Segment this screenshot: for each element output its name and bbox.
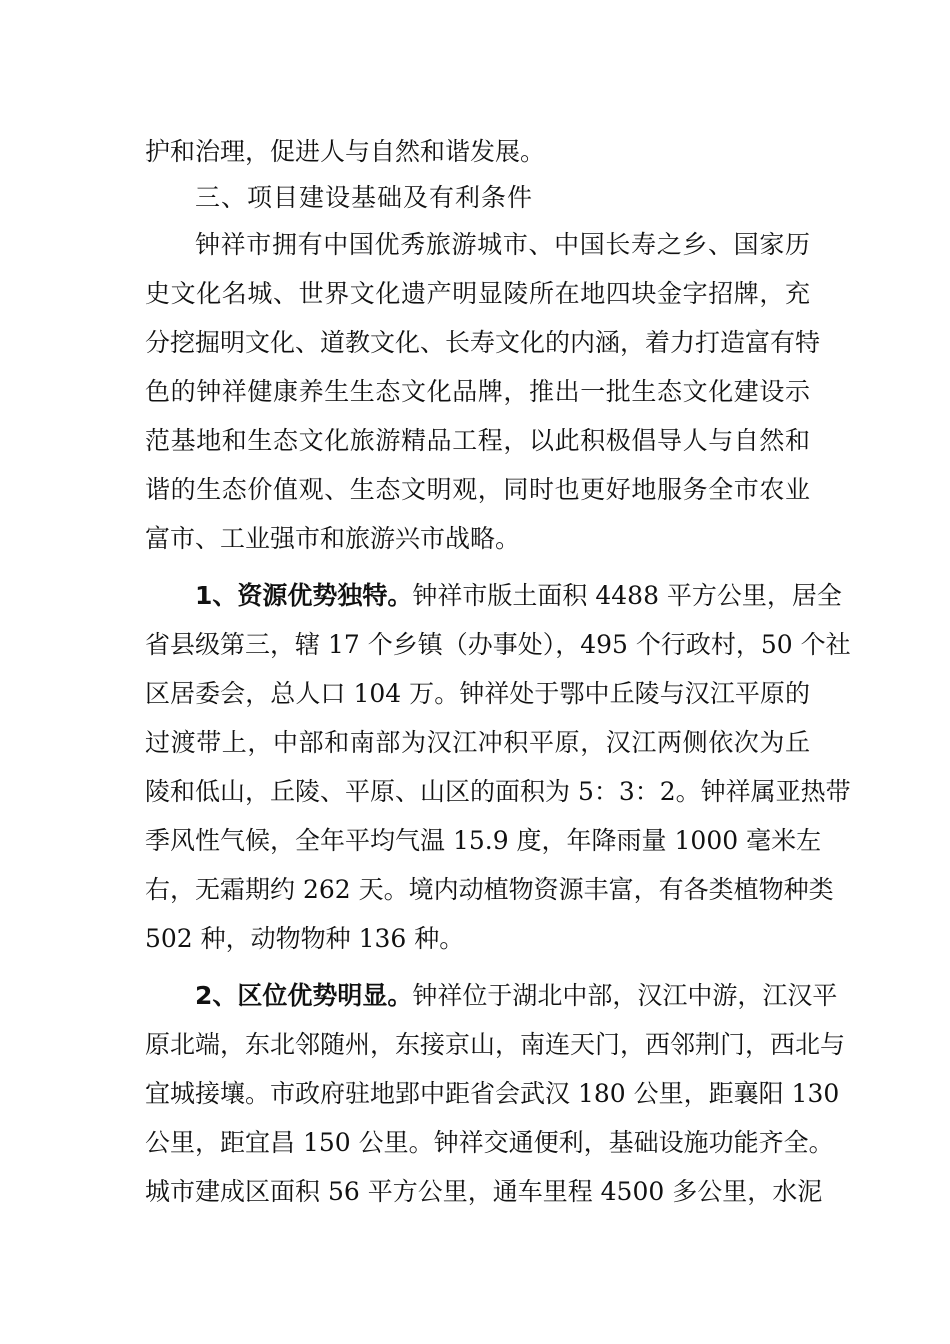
paragraph-line: 范基地和生态文化旅游精品工程，以此积极倡导人与自然和: [145, 426, 810, 455]
paragraph-line: 谐的生态价值观、生态文明观，同时也更好地服务全市农业: [145, 475, 810, 504]
paragraph-line: 护和治理，促进人与自然和谐发展。: [145, 137, 546, 166]
paragraph-line: 502 种，动物物种 136 种。: [145, 924, 465, 953]
paragraph-line: 区居委会，总人口 104 万。钟祥处于鄂中丘陵与汉江平原的: [145, 679, 810, 708]
paragraph-line: [195, 980, 838, 1012]
point-text: 钟祥市版土面积 4488 平方公里，居全: [412, 581, 842, 610]
point-title: 2、区位优势明显。: [195, 981, 413, 1010]
paragraph-line: 过渡带上，中部和南部为汉江冲积平原，汉江两侧依次为丘: [145, 728, 810, 757]
paragraph-line: 分挖掘明文化、道教文化、长寿文化的内涵，着力打造富有特: [145, 328, 821, 357]
paragraph-line: 钟祥市拥有中国优秀旅游城市、中国长寿之乡、国家历: [195, 230, 810, 259]
paragraph-line: 公里，距宜昌 150 公里。钟祥交通便利，基础设施功能齐全。: [145, 1128, 834, 1157]
paragraph-line: 省县级第三，辖 17 个乡镇（办事处），495 个行政村，50 个社: [145, 630, 851, 659]
paragraph-line: 富市、工业强市和旅游兴市战略。: [145, 524, 521, 553]
paragraph-line: 陵和低山，丘陵、平原、山区的面积为 5：3：2。钟祥属亚热带: [145, 777, 851, 806]
paragraph-line: 右，无霜期约 262 天。境内动植物资源丰富，有各类植物种类: [145, 875, 834, 904]
paragraph-line: [195, 580, 842, 612]
paragraph-line: 季风性气候，全年平均气温 15.9 度，年降雨量 1000 毫米左: [145, 826, 822, 855]
point-text: 钟祥位于湖北中部，汉江中游，江汉平: [412, 981, 838, 1010]
point-title: 1、资源优势独特。: [195, 581, 413, 610]
section-heading: 三、项目建设基础及有利条件: [195, 183, 534, 212]
paragraph-line: 宜城接壤。市政府驻地郢中距省会武汉 180 公里，距襄阳 130: [145, 1079, 840, 1108]
paragraph-line: 史文化名城、世界文化遗产明显陵所在地四块金字招牌，充: [145, 279, 810, 308]
paragraph-line: 原北端，东北邻随州，东接京山，南连天门，西邻荆门，西北与: [145, 1030, 846, 1059]
paragraph-line: 色的钟祥健康养生生态文化品牌，推出一批生态文化建设示: [145, 377, 810, 406]
paragraph-line: 城市建成区面积 56 平方公里，通车里程 4500 多公里，水泥: [145, 1177, 823, 1206]
